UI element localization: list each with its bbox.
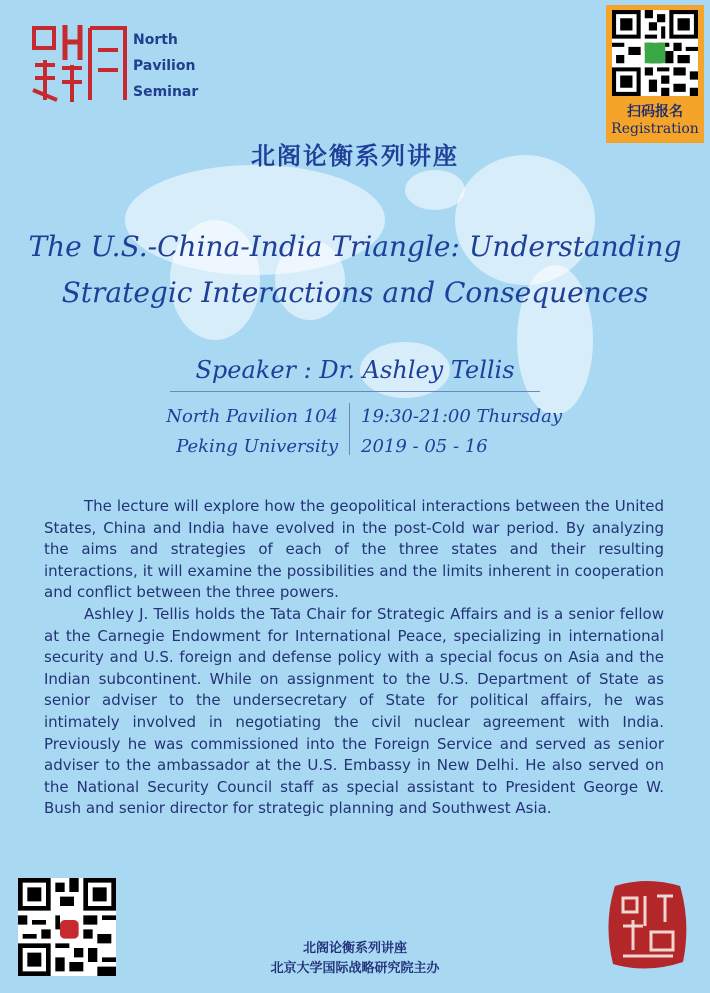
venue-room: North Pavilion 104 — [166, 406, 338, 427]
lecture-title-line-1: The U.S.-China-India Triangle: Understanding — [28, 230, 682, 263]
footer-series: 北阁论衡系列讲座 — [302, 941, 407, 956]
lecture-title-line-2: Strategic Interactions and Consequences — [61, 276, 649, 309]
seminar-name-line-3: Seminar — [133, 84, 199, 100]
schedule-time: 19:30-21:00 Thursday — [361, 406, 563, 427]
speaker-line: Speaker : Dr. Ashley Tellis — [195, 356, 515, 384]
seminar-name-line-1: North — [133, 32, 178, 48]
seminar-name-line-2: Pavilion — [133, 58, 196, 74]
speaker-bio-paragraph: Ashley J. Tellis holds the Tata Chair for Strategic Affairs and is a senior fellow at the Carnegie Endowment for International Peace, specializing in international security and U.S. foreign and defense policy with a special focus on Asia and the Indian subcontinent. While on assignment to the U.S. Department of State as senior adviser to the undersecretary of State for political affairs, he was intimately involved in negotiating the civil nuclear agreement with India. Previously he was commissioned into the Foreign Service and served as senior adviser to the ambassador at the U.S. Embassy in New Delhi. He also served on the National Security Council staff as special assistant to President George W. Bush and senior director for strategic planning and Southwest Asia. — [44, 604, 664, 818]
seminar-name — [133, 27, 198, 105]
registration-qr-box[interactable] — [606, 5, 704, 143]
registration-label-cn: 扫码报名 — [627, 104, 683, 120]
registration-qr-code[interactable] — [612, 10, 698, 96]
info-divider — [349, 403, 350, 455]
north-pavilion-logo — [30, 20, 130, 105]
schedule-date: 2019 - 05 - 16 — [361, 436, 488, 457]
speaker-divider — [170, 391, 540, 392]
institute-seal — [605, 878, 690, 971]
series-title-cn: 北阁论衡系列讲座 — [251, 142, 459, 170]
schedule-info — [361, 402, 562, 462]
venue-institution: Peking University — [176, 436, 338, 457]
footer-organizer: 北京大学国际战略研究院主办 — [270, 961, 440, 976]
abstract-paragraph: The lecture will explore how the geopolitical interactions between the United States, China and India have evolved in the post-Cold war period. By analyzing the aims and strategies of each of the three states and their resulting interactions, it will examine the possibilities and the limits inherent in cooperation and conflict between the three powers. — [44, 497, 664, 602]
registration-label-en: Registration — [611, 121, 699, 137]
lecture-title — [20, 224, 690, 316]
lecture-description — [44, 496, 664, 820]
venue-info — [166, 402, 338, 462]
